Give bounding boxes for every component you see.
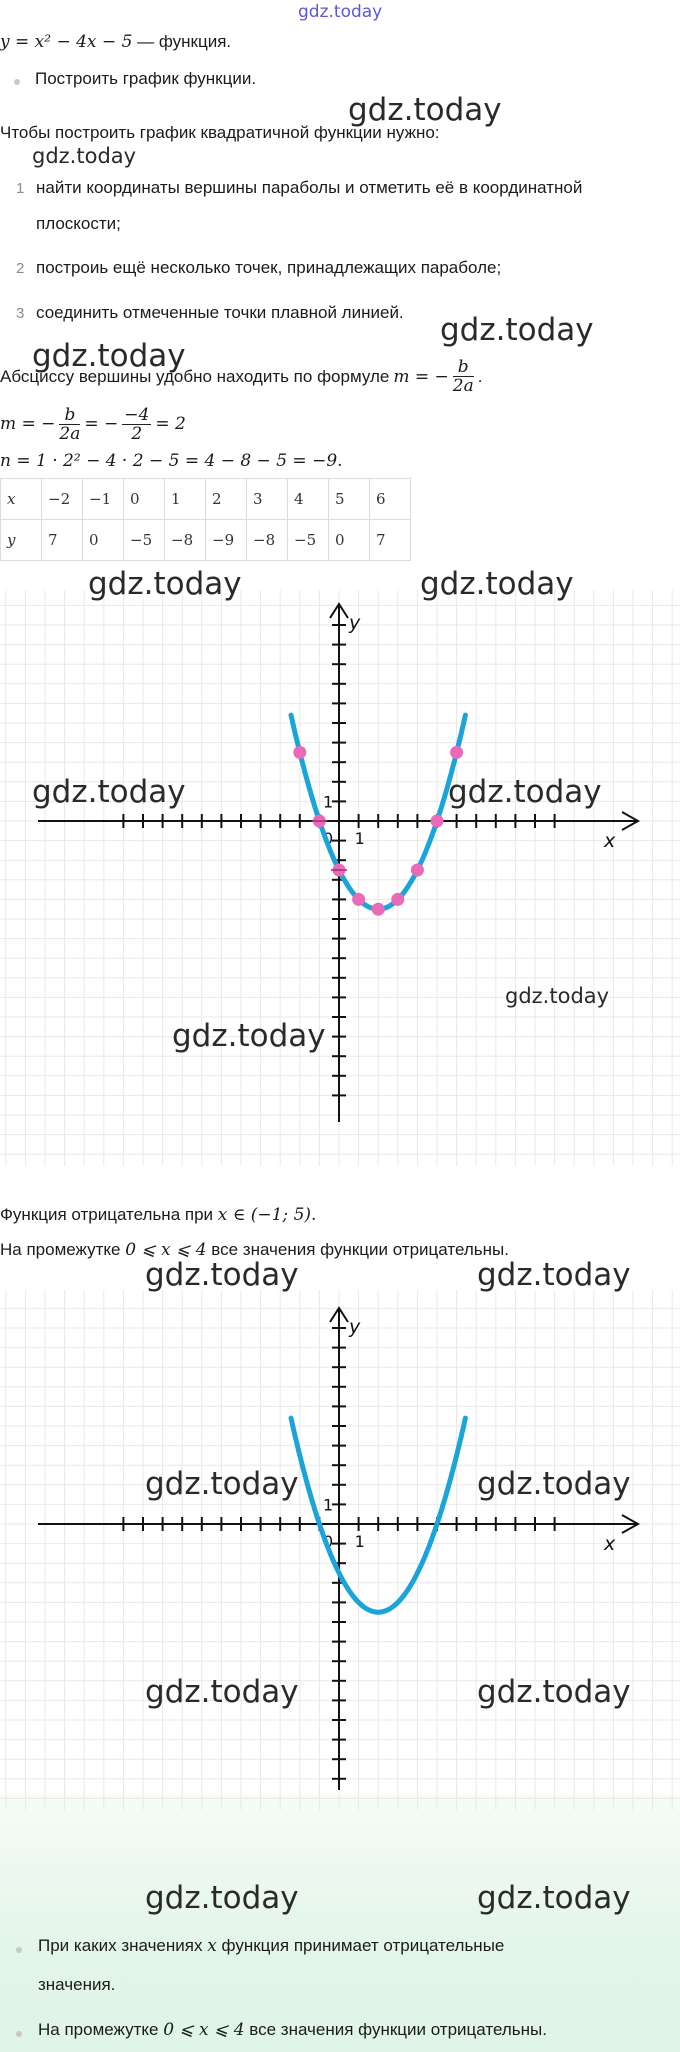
step-number: 1 [16,180,25,197]
data-point [352,893,365,906]
x-axis-label: x [604,1533,616,1555]
table-cell: 0 [83,520,124,561]
calc-m-prefix: m = − [0,414,56,434]
watermark: gdz.today [505,984,610,1008]
table-y-header: y [1,520,42,561]
watermark: gdz.today [448,774,602,810]
calc-denominator-1: 2a [59,423,81,444]
calc-numerator-2: −4 [124,404,150,425]
watermark: gdz.today [477,1466,631,1502]
parabola-graph [0,1290,680,1810]
table-cell: 4 [288,479,329,520]
calc-fraction-2 [122,406,151,443]
watermark: gdz.today [145,1466,299,1502]
answer-bullet [16,2031,22,2037]
step-text: соединить отмеченные точки плавной линией. [36,303,404,322]
watermark: gdz.today [440,312,594,348]
step-text: построиь ещё несколько точек, принадлежащих параболе; [36,258,502,277]
table-cell: 1 [165,479,206,520]
table-cell: 7 [370,520,411,561]
calc-denominator-2: 2 [131,423,143,444]
watermark: gdz.today [477,1257,631,1293]
table-row [1,520,411,561]
watermark: gdz.today [145,1257,299,1293]
y-axis-label: y [349,1316,361,1338]
calc-fraction-1 [59,406,80,443]
answer-background [0,1795,680,2052]
watermark: gdz.today [32,774,186,810]
watermark: gdz.today [145,1674,299,1710]
table-cell: 0 [124,479,165,520]
watermark: gdz.today [477,1674,631,1710]
data-point [431,815,444,828]
method-heading: Чтобы построить график квадратичной функции нужно: [0,123,440,142]
table-cell: 2 [206,479,247,520]
n-calculation: n = 1 · 2² − 4 · 2 − 5 = 4 − 8 − 5 = −9. [0,451,343,471]
watermark: gdz.today [32,144,137,168]
negative-interval-line [0,1205,316,1225]
data-point [411,864,424,877]
answer-bullet [16,1947,22,1953]
origin-label: 0 [323,829,334,848]
watermark: gdz.today [145,1880,299,1916]
calc-numerator-1: b [59,406,80,425]
m-fraction [453,358,474,395]
table-cell: −2 [42,479,83,520]
table-row [1,479,411,520]
watermark: gdz.today [32,338,186,374]
function-suffix: — функция. [137,32,232,51]
table-cell: 7 [42,520,83,561]
negative-prefix: Функция отрицательна при [0,1205,214,1224]
watermark: gdz.today [172,1018,326,1054]
function-formula: y = x² − 4x − 5 [0,32,133,52]
answer-prefix: На промежутке [38,2020,159,2039]
step-number: 2 [16,260,25,277]
answer-line [38,2020,547,2040]
vertex-formula-text: Абсциссу вершины удобно находить по формуле [0,366,390,386]
watermark: gdz.today [88,566,242,602]
table-x-header: x [1,479,42,520]
segment-suffix: все значения функции отрицательны. [211,1240,509,1259]
data-point [391,893,404,906]
function-definition [0,32,231,52]
data-point [293,746,306,759]
m-numerator: b [453,358,474,377]
table-cell: −1 [83,479,124,520]
segment-math: 0 ⩽ x ⩽ 4 [125,1240,207,1260]
task-text: Построить график функции. [35,69,257,88]
x-unit-label: 1 [354,829,365,848]
segment-prefix: На промежутке [0,1240,121,1259]
question-math: x [207,1936,217,1956]
header-link[interactable]: gdz.today [298,2,383,22]
watermark: gdz.today [477,1880,631,1916]
watermark: gdz.today [420,566,574,602]
step-text-cont: плоскости; [36,214,121,233]
y-unit-label: 1 [323,792,334,812]
question-line [38,1936,504,1956]
step-number: 3 [16,305,25,322]
answer-suffix: все значения функции отрицательны. [249,2020,547,2039]
question-prefix: При каких значениях [38,1936,203,1955]
m-denominator: 2a [452,376,474,396]
y-unit-label: 1 [323,1495,334,1515]
table-cell: −5 [124,520,165,561]
calc-m-mid: = − [84,414,119,434]
origin-label: 0 [323,1532,334,1551]
x-unit-label: 1 [354,1532,365,1551]
data-point [450,746,463,759]
x-axis-label: x [604,830,616,852]
data-point [372,903,385,916]
task-bullet [14,79,20,85]
watermark: gdz.today [348,92,502,128]
table-cell: 5 [329,479,370,520]
parabola-graph-with-points [0,590,680,1166]
values-table [0,478,411,561]
table-cell: −8 [247,520,288,561]
y-axis-label: y [349,612,361,634]
table-cell: −9 [206,520,247,561]
answer-math: 0 ⩽ x ⩽ 4 [163,2020,245,2040]
question-suffix: функция принимает отрицательные [221,1936,505,1955]
table-cell: 3 [247,479,288,520]
negative-interval: x ∈ (−1; 5). [217,1205,317,1225]
table-cell: −8 [165,520,206,561]
table-cell: 0 [329,520,370,561]
table-cell: −5 [288,520,329,561]
m-calculation [0,402,186,446]
question-line-2: значения. [38,1975,116,1994]
vertex-formula-line: Абсциссу вершины удобно находить по формуле m = − $\frac{b}{2a}$ . [0,357,483,396]
table-cell: 6 [370,479,411,520]
step-text: найти координаты вершины параболы и отметить её в координатной [36,178,583,197]
m-formula-prefix: m = − [393,366,449,387]
calc-m-result: = 2 [155,414,186,434]
